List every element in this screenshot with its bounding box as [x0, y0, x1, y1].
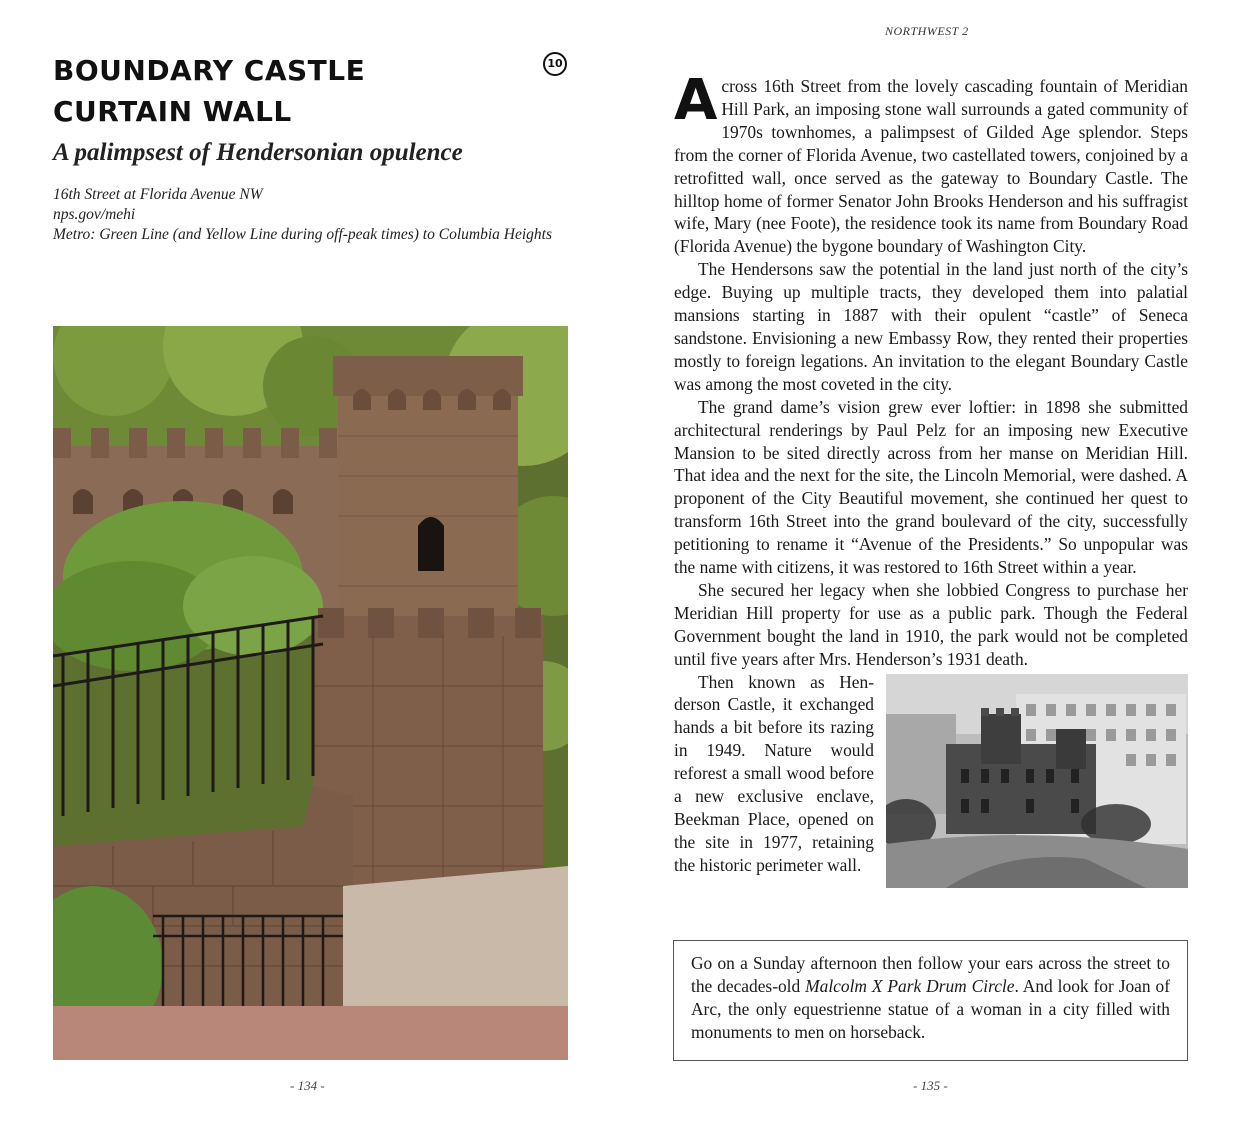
page-number-right: - 135 -	[913, 1078, 948, 1093]
tip-drum-circle-name: Malcolm X Park Drum Circle	[805, 976, 1015, 996]
entry-title	[53, 50, 513, 132]
paragraph-1	[674, 68, 1188, 258]
paragraph-5-text: Then known as Henderson Castle, it exchanged hands a bit before its razing in 1949. Nature would reforest a small wood before a new exclusive enclave, Beekman Place, opened on the site in 1977, retaining the historic perimeter wall.	[674, 671, 874, 875]
page-number-left: - 134 -	[290, 1078, 325, 1093]
entry-title-line-2: CURTAIN WALL	[53, 95, 292, 128]
article-body	[674, 68, 1188, 892]
paragraph-1-text: cross 16th Street from the lovely cascading fountain of Meridian Hill Park, an imposing stone wall surrounds a gated community of 1970s townhomes, a palimpsest of Gilded Age splendor. Steps from the corner of Florida Avenue, two castellated towers, conjoined by a retrofitted wall, once served as the gateway to Boundary Castle. The hilltop home of former Senator John Brooks Henderson and his suffragist wife, Mary (nee Foote), the residence took its name from Boundary Road (Florida Avenue) the bygone boundary of Washington City.	[674, 76, 1188, 257]
drop-cap: A	[674, 68, 718, 133]
paragraph-5	[674, 671, 1188, 877]
right-page	[620, 0, 1241, 1123]
entry-subtitle: A palimpsest of Hendersonian opulence	[53, 139, 463, 166]
tip-box	[673, 940, 1188, 1061]
tip-text-start: Go on a Sunday afternoon then follow your ears across the street to the decades-old	[691, 953, 1170, 996]
metro-directions: Metro: Green Line (and Yellow Line during off-peak times) to Columbia Heights	[53, 226, 552, 243]
castle-wall-photo	[53, 326, 568, 1060]
paragraph-2: The Hendersons saw the potential in the land just north of the city’s edge. Buying up multiple tracts, they developed them into palatial mansions starting in 1887 with their opulent “castle” of Seneca sandstone. Envisioning a new Embassy Row, they rented their properties mostly to foreign legations. An invitation to the elegant Boundary Castle was among the most coveted in the city.	[674, 259, 1188, 394]
website: nps.gov/mehi	[53, 206, 136, 223]
entry-info	[53, 185, 553, 245]
historic-castle-photo	[886, 674, 1188, 888]
left-page	[0, 0, 620, 1123]
address: 16th Street at Florida Avenue NW	[53, 186, 263, 203]
tip-text-end: . And look for Joan of Arc, the only equestrienne statue of a woman in a city filled with monuments to men on horseback.	[691, 976, 1170, 1042]
entry-title-line-1: BOUNDARY CASTLE	[53, 54, 366, 87]
entry-number-badge: 10	[543, 52, 567, 76]
paragraph-4: She secured her legacy when she lobbied Congress to purchase her Meridian Hill property for use as a public park. Though the Federal Government bought the land in 1910, the park would not be completed until five years after Mrs. Henderson’s 1931 death.	[674, 579, 1188, 669]
running-head: NORTHWEST 2	[885, 24, 969, 38]
paragraph-3: The grand dame’s vision grew ever loftier: in 1898 she submitted architectural renderings by Paul Pelz for an imposing new Executive Mansion to be sited directly across from her manse on Meridian Hill. That idea and the next for the site, the Lincoln Memorial, were dashed. A proponent of the City Beautiful movement, she continued her quest to transform 16th Street into the grand boulevard of the city, successfully petitioning to rename it “Avenue of the Presidents.” So unpopular was the name with citizens, it was restored to 16th Street within a year.	[674, 396, 1188, 578]
